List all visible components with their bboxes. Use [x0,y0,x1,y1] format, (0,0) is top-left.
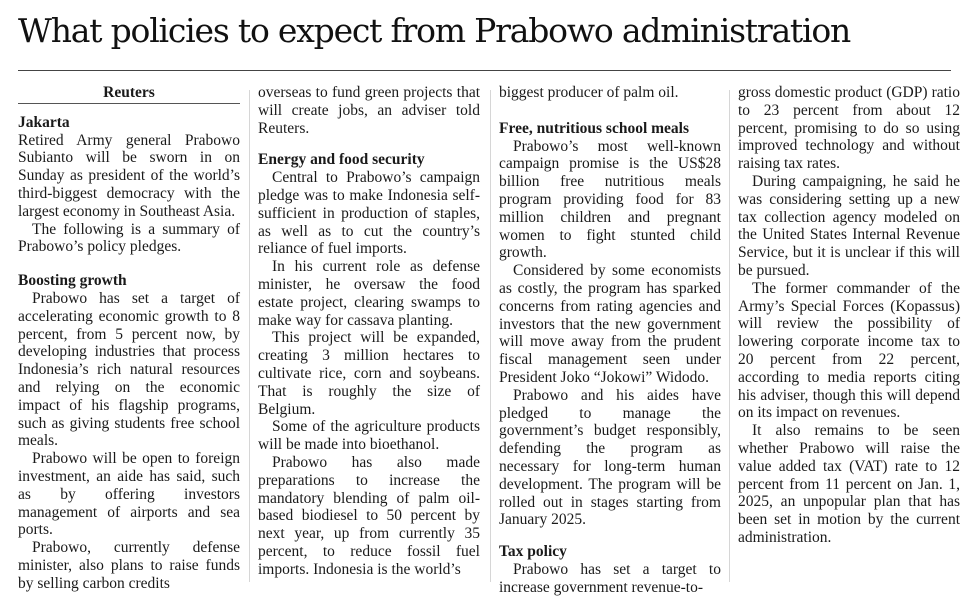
section-heading-boosting-growth: Boosting growth [18,272,127,290]
byline: Reuters [18,84,240,104]
paragraph: Prabowo and his aides have pledged to manage the government’s budget responsibly, defending the program as necessary for long-term human development. The program will be rolled out in stages starting from January 2025. [499,386,721,529]
section-heading-school-meals: Free, nutritious school meals [499,119,690,137]
paragraph-continued: overseas to fund green projects that will create jobs, an adviser told Reuters. [258,84,480,137]
article-body [18,84,960,596]
column-1 [18,84,240,592]
column-3 [499,84,721,596]
paragraph: Considered by some economists as costly, the program has sparked concerns from rating agencies and investors that the new government will move away from the prudent fiscal management seen under President Joko “Jokowi” Widodo. [499,262,721,386]
paragraph: The former commander of the Army’s Special Forces (Kopassus) will review the possibility of lowering corporate income tax to 20 percent from 22 percent, according to media reports citing his adviser, though this will depend on its impact on revenues. [738,279,960,422]
paragraph: Central to Prabowo’s campaign pledge was to make Indonesia self-sufficient in production of staples, as well as to cut the country’s reliance of fuel imports. [258,169,480,258]
paragraph-continued: gross domestic product (GDP) ratio to 23 percent from about 12 percent, promising to do so using improved technology and without raising tax rates. [738,84,960,173]
column-divider [249,90,250,582]
paragraph: Retired Army general Prabowo Subianto will be sworn in on Sunday as president of the world’s third-biggest democracy with the largest economy in Southeast Asia. [18,131,240,220]
paragraph: Prabowo has also made preparations to increase the mandatory blending of palm oil-based biodiesel to 50 percent by next year, up from currently 35 percent, to reduce fossil fuel imports. Indonesia is the world’s [258,453,480,578]
paragraph: Prabowo has set a target to increase government revenue-to- [499,560,721,596]
column-2 [258,84,480,584]
headline-rule [18,70,951,71]
paragraph: Prabowo will be open to foreign investment, an aide has said, such as by offering investors management of airports and sea ports. [18,450,240,539]
section-heading-tax-policy: Tax policy [499,543,567,561]
dateline: Jakarta [18,113,70,131]
paragraph: Prabowo, currently defense minister, also plans to raise funds by selling carbon credits [18,539,240,592]
paragraph: It also remains to be seen whether Prabowo will raise the value added tax (VAT) rate to 12 percent from 11 percent on Jan. 1, 2025, an unpopular plan that has been set in motion by the current administration. [738,422,960,546]
section-heading-energy-food: Energy and food security [258,151,425,169]
paragraph: Prabowo has set a target of accelerating economic growth to 8 percent, from 5 percent now, by developing industries that process Indonesia’s rich natural resources and relying on the economic impact of his flagship programs, such as giving students free school meals. [18,289,240,450]
column-4 [738,84,960,584]
paragraph: The following is a summary of Prabowo’s policy pledges. [18,220,240,256]
column-divider [490,90,491,582]
paragraph: This project will be expanded, creating 3 million hectares to cultivate rice, corn and soybeans. That is roughly the size of Belgium. [258,329,480,418]
headline: What policies to expect from Prabowo administration [18,11,851,50]
paragraph: Prabowo’s most well-known campaign promise is the US$28 billion free nutritious meals program providing food for 83 million children and pregnant women to fight stunted child growth. [499,137,721,262]
paragraph-continued: biggest producer of palm oil. [499,84,679,101]
column-divider [729,90,730,582]
paragraph: In his current role as defense minister, he oversaw the food estate project, clearing swamps to make way for cassava planting. [258,258,480,329]
paragraph: During campaigning, he said he was considering setting up a new tax collection agency modeled on the United States Internal Revenue Service, but it is unclear if this will be pursued. [738,172,960,279]
paragraph: Some of the agriculture products will be made into bioethanol. [258,418,480,454]
